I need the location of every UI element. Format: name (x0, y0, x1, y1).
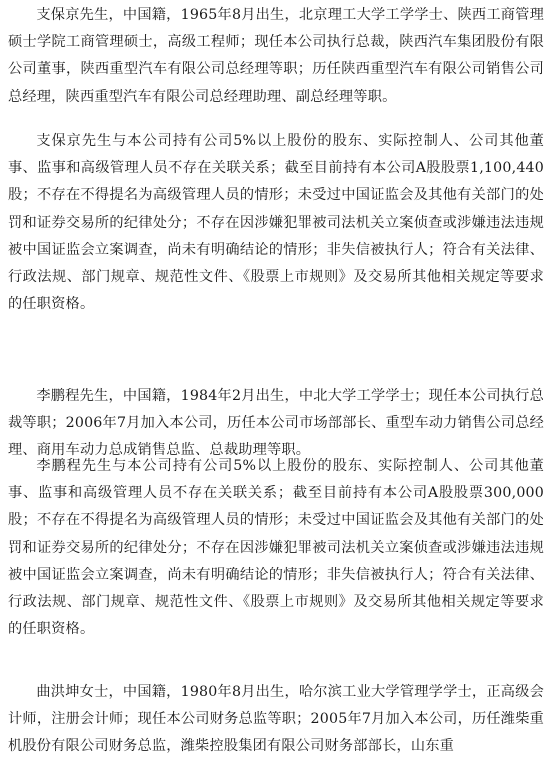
bio-paragraph-li-pengcheng: 李鹏程先生，中国籍，1984年2月出生，中北大学工学学士；现任本公司执行总裁等职；2006年7月加入本公司，历任本公司市场部部长、重型车动力销售公司总经理、商用车动力总成销售总监、总裁助理等职。 (8, 388, 544, 459)
bio-paragraph-qu-hongkun: 曲洪坤女士，中国籍，1980年8月出生，哈尔滨工业大学管理学学士，正高级会计师，注册会计师；现任本公司财务总监等职；2005年7月加入本公司，历任潍柴重机股份有限公司财务总监，潍柴控股集团有限公司财务部部长，山东重 (8, 684, 544, 755)
bio-paragraph-zhi-baojing: 支保京先生，中国籍，1965年8月出生，北京理工大学工学学士、陕西工商管理硕士学院工商管理硕士，高级工程师；现任本公司执行总裁，陕西汽车集团股份有限公司董事，陕西重型汽车有限公司总经理等职；历任陕西重型汽车有限公司销售公司总经理，陕西重型汽车有限公司总经理助理、副总经理等职。 (8, 7, 544, 105)
disclosure-paragraph-li-pengcheng: 李鹏程先生与本公司持有公司5%以上股份的股东、实际控制人、公司其他董事、监事和高级管理人员不存在关联关系；截至目前持有本公司A股股票300,000股；不存在不得提名为高级管理人员的情形；未受过中国证监会及其他有关部门的处罚和证券交易所的纪律处分；不存在因涉嫌犯罪被司法机关立案侦查或涉嫌违法违规被中国证监会立案调查，尚未有明确结论的情形；非失信被执行人；符合有关法律、行政法规、部门规章、规范性文件、《股票上市规则》及交易所其他相关规定等要求的任职资格。 (8, 458, 544, 638)
disclosure-paragraph-zhi-baojing: 支保京先生与本公司持有公司5%以上股份的股东、实际控制人、公司其他董事、监事和高级管理人员不存在关联关系；截至目前持有本公司A股股票1,100,440股；不存在不得提名为高级管理人员的情形；未受过中国证监会及其他有关部门的处罚和证券交易所的纪律处分；不存在因涉嫌犯罪被司法机关立案侦查或涉嫌违法违规被中国证监会立案调查，尚未有明确结论的情形；非失信被执行人；符合有关法律、行政法规、部门规章、规范性文件、《股票上市规则》及交易所其他相关规定等要求的任职资格。 (8, 133, 544, 313)
